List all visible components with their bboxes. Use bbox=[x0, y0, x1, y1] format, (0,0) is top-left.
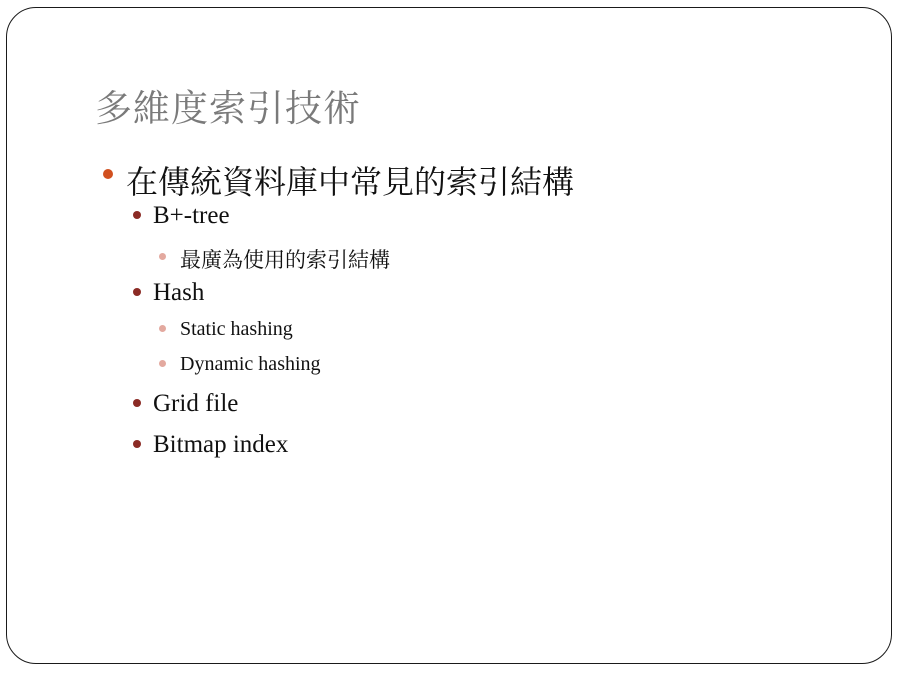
bullet-text: Static hashing bbox=[180, 318, 293, 340]
bullet-dot bbox=[159, 360, 166, 367]
bullet-dot bbox=[133, 440, 141, 448]
slide-title: 多維度索引技術 bbox=[95, 87, 361, 130]
bullet-text: B+-tree bbox=[153, 202, 230, 229]
bullet-text: Hash bbox=[153, 279, 205, 306]
bullet-dot bbox=[133, 211, 141, 219]
bullet-dot bbox=[133, 288, 141, 296]
bullet-dot bbox=[103, 169, 113, 179]
bullet-dot bbox=[159, 325, 166, 332]
bullet-text: Grid file bbox=[153, 390, 239, 417]
bullet-dot bbox=[159, 253, 166, 260]
bullet-dot bbox=[133, 399, 141, 407]
bullet-text: Bitmap index bbox=[153, 431, 289, 458]
bullet-text: Dynamic hashing bbox=[180, 353, 321, 375]
bullet-text: 在傳統資料庫中常見的索引結構 bbox=[126, 163, 575, 201]
bullet-text: 最廣為使用的索引結構 bbox=[180, 248, 390, 272]
